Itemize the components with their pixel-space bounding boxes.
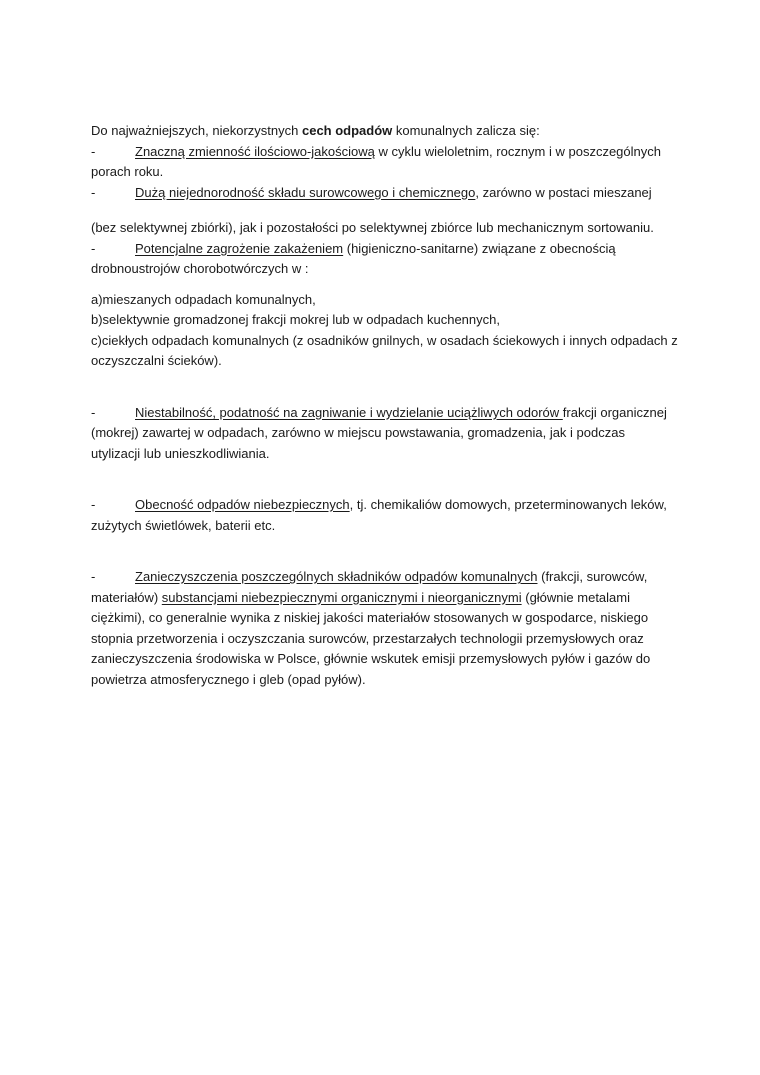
spacer [91, 536, 681, 567]
intro-bold-term: cech odpadów [301, 123, 393, 138]
item-6-line-4: stopnia przetworzenia i oczyszczania surowców, przestarzałych technologii przemysłowych oraz [91, 630, 644, 646]
item-4-rest: frakcji organicznej [562, 404, 667, 420]
item-6-line-5: zanieczyszczenia środowiska w Polsce, głównie wskutek emisji przemysłowych pyłów i gazów do [91, 651, 651, 666]
sublist-item-a: a)mieszanych odpadach komunalnych, [91, 291, 316, 307]
bullet-dash: - [91, 569, 96, 584]
bullet-dash: - [91, 240, 96, 256]
document-body [91, 121, 681, 690]
spacer [91, 464, 681, 495]
spacer [91, 372, 681, 403]
item-2-rest: , zarówno w postaci mieszanej [475, 184, 652, 200]
sublist-item-c: c)ciekłych odpadach komunalnych (z osadników gnilnych, w osadach ściekowych i innych odpadach z [91, 332, 678, 348]
item-6-line-3: ciężkimi), co generalnie wynika z niskiej jakości materiałów stosowanych w gospodarce, niskiego [91, 610, 649, 625]
bullet-dash: - [91, 404, 96, 420]
item-6-line-2-end: (głównie metalami [521, 589, 630, 605]
item-2-line-2: (bez selektywnej zbiórki), jak i pozostałości po selektywnej zbiórce lub mechanicznym sortowaniu. [91, 220, 654, 235]
list-item-4 [91, 403, 681, 424]
item-6-underlined: Zanieczyszczenia poszczególnych składników odpadów komunalnych [135, 569, 538, 584]
item-6-line-2-underlined: substancjami niebezpiecznymi organicznymi i nieorganicznymi [161, 589, 522, 605]
bullet-dash: - [91, 184, 96, 200]
item-4-line-2: (mokrej) zawartej w odpadach, zarówno w miejscu powstawania, gromadzenia, jak i podczas [91, 425, 625, 440]
list-item-6 [91, 567, 681, 588]
item-3-line-2: drobnoustrojów chorobotwórczych w : [91, 261, 309, 276]
item-1-rest: w cyklu wieloletnim, rocznym i w poszczególnych [374, 143, 661, 159]
sublist-item-c-line-2: oczyszczalni ścieków). [91, 353, 222, 368]
item-1-underlined: Znaczną zmienność ilościowo-jakościową [135, 143, 375, 159]
intro-paragraph [91, 121, 681, 142]
item-3-rest: (higieniczno-sanitarne) związane z obecnością [343, 240, 616, 256]
item-6-line-6: powietrza atmosferycznego i gleb (opad pyłów). [91, 671, 366, 687]
spacer [91, 280, 681, 290]
item-4-line-3: utylizacji lub unieszkodliwiania. [91, 445, 270, 461]
item-4-underlined: Niestabilność, podatność na zagniwanie i wydzielanie uciążliwych odorów [135, 404, 563, 420]
item-5-underlined: Obecność odpadów niebezpiecznych [135, 497, 350, 512]
list-item-2 [91, 183, 681, 204]
spacer [91, 203, 681, 218]
list-item-5 [91, 495, 681, 516]
item-6-line-2 [91, 588, 681, 609]
sublist-item-b: b)selektywnie gromadzonej frakcji mokrej lub w odpadach kuchennych, [91, 312, 500, 327]
item-5-line-2: zużytych świetlówek, baterii etc. [91, 517, 276, 533]
item-2-underlined: Dużą niejednorodność składu surowcowego i chemicznego [135, 184, 476, 200]
list-item-1 [91, 142, 681, 163]
intro-text-end: komunalnych zalicza się: [392, 123, 540, 138]
bullet-dash: - [91, 143, 96, 159]
item-6-rest: (frakcji, surowców, [537, 569, 648, 584]
item-5-rest: , tj. chemikaliów domowych, przeterminowanych leków, [349, 497, 667, 512]
intro-text-start: Do najważniejszych, niekorzystnych [91, 123, 302, 138]
bullet-dash: - [91, 497, 96, 512]
item-1-line-2: porach roku. [91, 164, 164, 179]
item-6-line-2-start: materiałów) [91, 589, 162, 605]
list-item-3 [91, 239, 681, 260]
item-3-underlined: Potencjalne zagrożenie zakażeniem [135, 240, 344, 256]
